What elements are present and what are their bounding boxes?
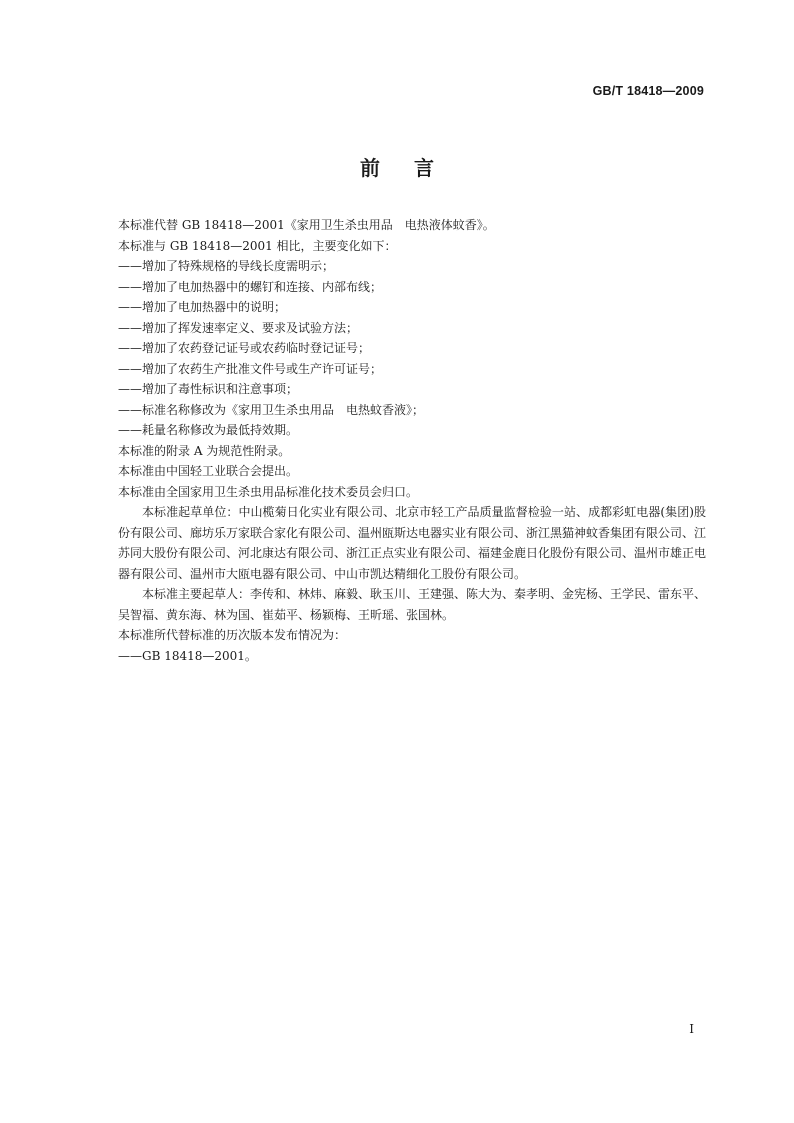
foreword-content	[118, 215, 706, 666]
drafters-paragraph: 本标准主要起草人：李传和、林炜、麻毅、耿玉川、王建强、陈大为、秦孝明、金宪杨、王学民、雷东平、吴智福、黄东海、林为国、崔茹平、杨颖梅、王昕瑶、张国林。	[118, 587, 707, 622]
list-item: ——增加了农药生产批准文件号或生产许可证号；	[118, 361, 383, 376]
paragraph: 本标准由全国家用卫生杀虫用品标准化技术委员会归口。	[118, 484, 419, 499]
paragraph: 本标准代替 GB 18418—2001《家用卫生杀虫用品 电热液体蚊香》。	[118, 218, 495, 232]
list-item: ——GB 18418—2001。	[118, 648, 257, 663]
list-item: ——增加了农药登记证号或农药临时登记证号；	[118, 341, 371, 355]
paragraph: 本标准的附录 A 为规范性附录。	[118, 443, 291, 458]
paragraph: 本标准所代替标准的历次版本发布情况为：	[118, 628, 347, 642]
list-item: ——增加了挥发速率定义、要求及试验方法；	[118, 320, 359, 335]
header-standard-code: GB/T 18418—2009	[592, 84, 704, 98]
list-item: ——增加了电加热器中的说明；	[118, 300, 287, 314]
page-number: I	[689, 1022, 694, 1036]
paragraph: 本标准与 GB 18418—2001 相比，主要变化如下：	[118, 238, 397, 253]
paragraph: 本标准由中国轻工业联合会提出。	[118, 464, 299, 478]
list-item: ——增加了电加热器中的螺钉和连接、内部布线；	[118, 279, 383, 294]
list-item: ——增加了毒性标识和注意事项；	[118, 382, 299, 396]
list-item: ——标准名称修改为《家用卫生杀虫用品 电热蚊香液》；	[118, 402, 425, 417]
drafting-units-paragraph: 本标准起草单位：中山榄菊日化实业有限公司、北京市轻工产品质量监督检验一站、成都彩虹电器(集团)股份有限公司、廊坊乐万家联合家化有限公司、温州瓯斯达电器实业有限公司、浙江黑猫神蚊香集团有限公司、江苏同大股份有限公司、河北康达有限公司、浙江正点实业有限公司、福建金鹿日化股份有限公司、温州市雄正电器有限公司、温州市大瓯电器有限公司、中山市凯达精细化工股份有限公司。	[118, 505, 707, 581]
page-title: 前言	[360, 156, 468, 180]
list-item: ——增加了特殊规格的导线长度需明示；	[118, 259, 335, 273]
list-item: ——耗量名称修改为最低持效期。	[118, 423, 299, 437]
